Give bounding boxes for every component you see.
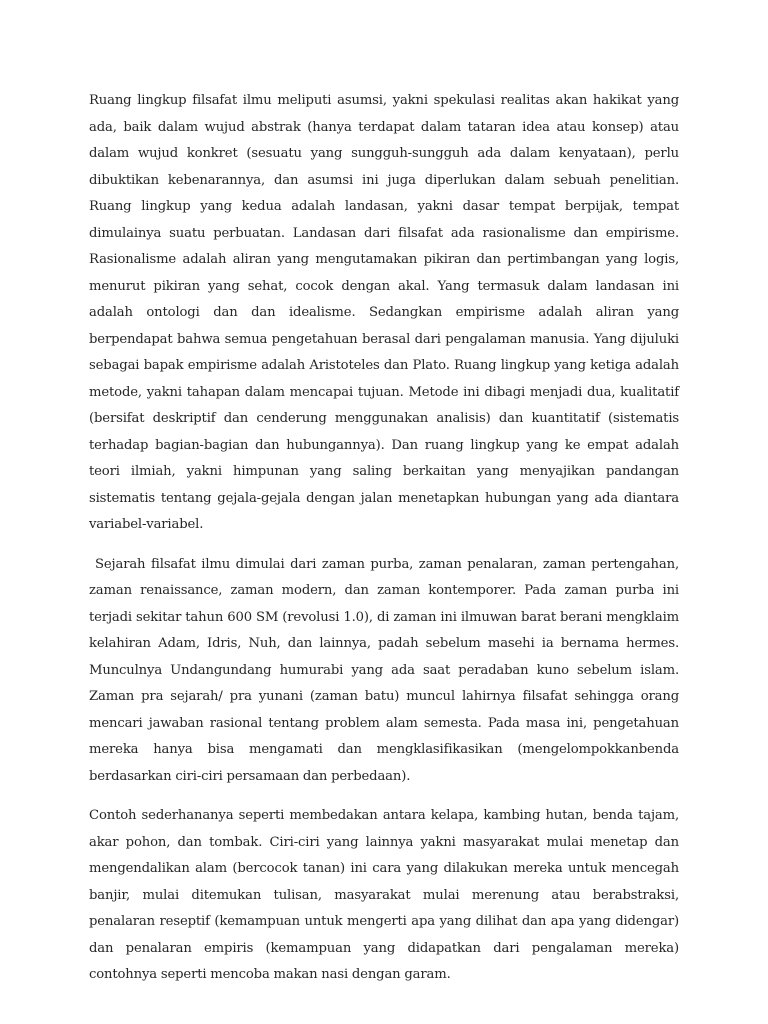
paragraph-simple-examples: Contoh sederhananya seperti membedakan antara kelapa, kambing hutan, benda tajam, akar pohon, dan tombak. Ciri-ciri yang lainnya yakni masyarakat mulai menetap dan mengendalikan alam (bercocok tanan) ini cara yang dilakukan mereka untuk mencegah banjir, mulai ditemukan tulisan, masyarakat mulai merenung atau berabstraksi, penalaran reseptif (kemampuan untuk mengerti apa yang dilihat dan apa yang didengar) dan penalaran empiris (kemampuan yang didapatkan dari pengalaman mereka) contohnya seperti mencoba makan nasi dengan garam. [89,808,679,982]
paragraph-scope-of-philosophy-of-science: Ruang lingkup filsafat ilmu meliputi asumsi, yakni spekulasi realitas akan hakikat yang ada, baik dalam wujud abstrak (hanya terdapat dalam tataran idea atau konsep) atau dalam wujud konkret (sesuatu yang sungguh-sungguh ada dalam kenyataan), perlu dibuktikan kebenarannya, dan asumsi ini juga diperlukan dalam sebuah penelitian. Ruang lingkup yang kedua adalah landasan, yakni dasar tempat berpijak, tempat dimulainya suatu perbuatan. Landasan dari filsafat ada rasionalisme dan empirisme. Rasionalisme adalah aliran yang mengutamakan pikiran dan pertimbangan yang logis, menurut pikiran yang sehat, cocok dengan akal. Yang termasuk dalam landasan ini adalah ontologi dan dan idealisme. Sedangkan empirisme adalah aliran yang berpendapat bahwa semua pengetahuan berasal dari pengalaman manusia. Yang dijuluki sebagai bapak empirisme adalah Aristoteles dan Plato. Ruang lingkup yang ketiga adalah metode, yakni tahapan dalam mencapai tujuan. Metode ini dibagi menjadi dua, kualitatif (bersifat deskriptif dan cenderung menggunakan analisis) dan kuantitatif (sistematis terhadap bagian-bagian dan hubungannya). Dan ruang lingkup yang ke empat adalah teori ilmiah, yakni himpunan yang saling berkaitan yang menyajikan pandangan sistematis tentang gejala-gejala dengan jalan menetapkan hubungan yang ada diantara variabel-variabel. [89,93,679,532]
document-body [89,88,679,989]
paragraph-history-of-philosophy-of-science: Sejarah filsafat ilmu dimulai dari zaman purba, zaman penalaran, zaman pertengahan, zaman renaissance, zaman modern, dan zaman kontemporer. Pada zaman purba ini terjadi sekitar tahun 600 SM (revolusi 1.0), di zaman ini ilmuwan barat berani mengklaim kelahiran Adam, Idris, Nuh, dan lainnya, padah sebelum masehi ia bernama hermes. Munculnya Undangundang humurabi yang ada saat peradaban kuno sebelum islam. Zaman pra sejarah/ pra yunani (zaman batu) muncul lahirnya filsafat sehingga orang mencari jawaban rasional tentang problem alam semesta. Pada masa ini, pengetahuan mereka hanya bisa mengamati dan mengklasifikasikan (mengelompokkanbenda berdasarkan ciri-ciri persamaan dan perbedaan). [89,556,679,784]
